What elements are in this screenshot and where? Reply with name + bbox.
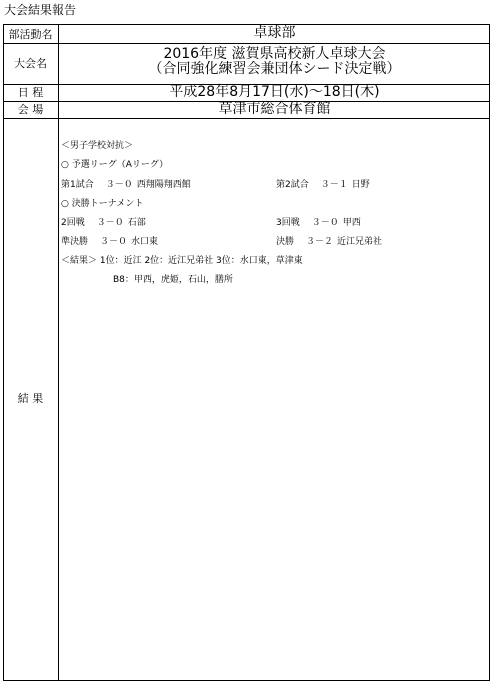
match-opponent: 水口東	[131, 237, 159, 247]
match-score: ３－０	[96, 218, 124, 228]
dates-label: 日 程	[17, 86, 44, 99]
tournament-value	[59, 47, 490, 77]
match-round: 2回戦	[61, 218, 85, 228]
match-row	[276, 237, 382, 247]
match-round: 準決勝	[61, 237, 89, 247]
tournament-subtitle: （合同強化練習会兼団体シード決定戦）	[148, 61, 401, 77]
match-opponent: 日野	[351, 180, 370, 190]
match-opponent: 甲西	[342, 218, 361, 228]
match-opponent: 西翔陽翔西館	[136, 180, 191, 190]
club-value: 卓球部	[253, 25, 296, 41]
match-score: ３－１	[320, 180, 348, 190]
row-divider	[3, 43, 490, 44]
match-row	[276, 180, 370, 190]
final-header: ○ 決勝トーナメント	[61, 199, 144, 209]
results-heading: ＜男子学校対抗＞	[61, 141, 134, 151]
match-score: ３－０	[105, 180, 133, 190]
match-score: ３－０	[311, 218, 339, 228]
match-row	[61, 218, 146, 228]
row-divider	[3, 118, 490, 119]
club-label: 部活動名	[8, 28, 53, 41]
match-round: 3回戦	[276, 218, 300, 228]
best8-line: B8：甲西，虎姫，石山，膳所	[113, 275, 233, 285]
venue-label: 会 場	[17, 103, 44, 116]
match-round: 第2試合	[276, 180, 309, 190]
match-round: 決勝	[276, 237, 295, 247]
prelim-header: ○ 予選リーグ（Aリーグ）	[61, 160, 169, 170]
match-row	[61, 180, 191, 190]
report-table	[3, 24, 490, 681]
match-score: ３－０	[100, 237, 128, 247]
result-label: 結 果	[17, 392, 44, 405]
tournament-name: 2016年度 滋賀県高校新人卓球大会	[163, 46, 386, 62]
label-column-divider	[58, 24, 59, 681]
match-row	[276, 218, 361, 228]
match-opponent: 石部	[127, 218, 146, 228]
results-summary: ＜結果＞ 1位：近江 2位：近江兄弟社 3位：水口東，草津東	[61, 256, 303, 266]
match-score: ３－２	[306, 237, 334, 247]
document-title: 大会結果報告	[4, 3, 77, 17]
match-row	[61, 237, 158, 247]
dates-value: 平成28年8月17日(水)～18日(木)	[169, 84, 380, 100]
tournament-label: 大会名	[14, 57, 47, 70]
match-round: 第1試合	[61, 180, 94, 190]
venue-value: 草津市総合体育館	[218, 101, 331, 117]
match-opponent: 近江兄弟社	[337, 237, 383, 247]
